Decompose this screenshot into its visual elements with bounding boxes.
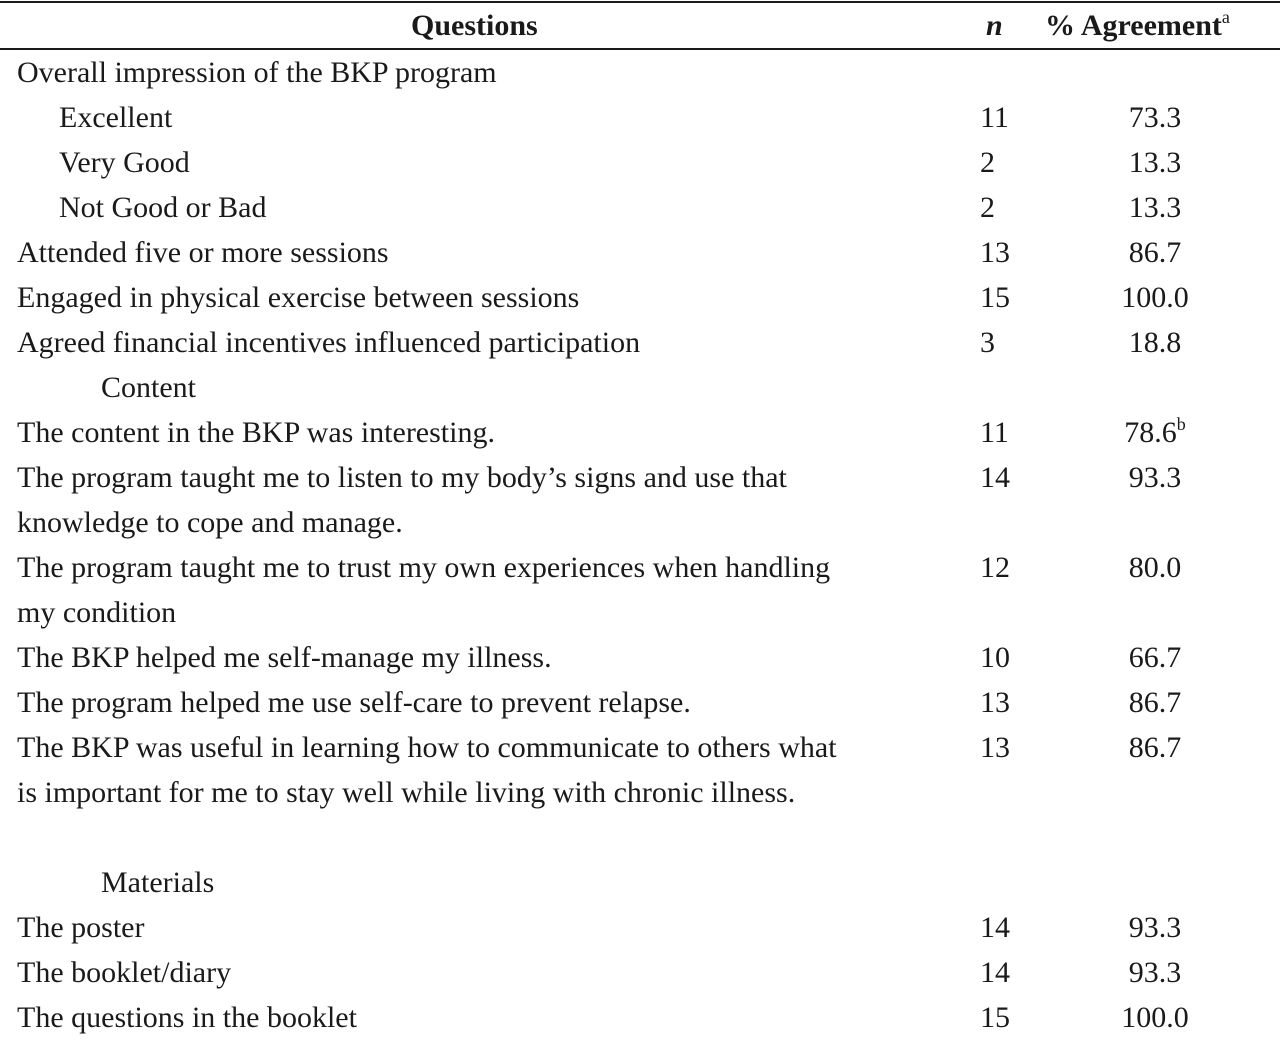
question-line: my condition [17, 596, 177, 629]
n-cell: 3 [980, 326, 995, 359]
agreement-value: 18.8 [1128, 326, 1182, 359]
table-row [0, 275, 1280, 320]
question-line: The booklet/diary [17, 956, 232, 989]
agreement-value: 86.7 [1128, 236, 1182, 269]
question-line: The program taught me to trust my own experiences when handling [17, 551, 831, 584]
header-agreement-footnote: a [1221, 7, 1230, 27]
agreement-value: 80.0 [1128, 551, 1182, 584]
header-agreement-label: % Agreement [1045, 9, 1222, 42]
question-cell [59, 185, 994, 230]
question-cell [59, 140, 994, 185]
table-row [0, 905, 1280, 950]
question-cell [17, 410, 952, 455]
table-row [0, 140, 1280, 185]
question-cell [101, 365, 1036, 410]
agreement-cell [1080, 950, 1230, 995]
question-line: The program taught me to listen to my body’s signs and use that [17, 461, 787, 494]
question-line: is important for me to stay well while living with chronic illness. [17, 776, 796, 809]
question-line: Excellent [59, 101, 173, 134]
table-header-row [0, 3, 1280, 48]
agreement-value: 86.7 [1128, 731, 1182, 764]
question-cell [17, 275, 952, 320]
n-cell: 15 [980, 1001, 1010, 1034]
table-row [0, 635, 1280, 680]
agreement-cell [1080, 410, 1230, 455]
question-line: knowledge to cope and manage. [17, 506, 403, 539]
question-cell [101, 860, 1036, 905]
agreement-cell [1080, 455, 1230, 500]
table-row [0, 995, 1280, 1040]
agreement-cell [1080, 95, 1230, 140]
question-line: Agreed financial incentives influenced participation [17, 326, 641, 359]
n-cell: 13 [980, 236, 1010, 269]
question-line: The BKP helped me self-manage my illness. [17, 641, 552, 674]
n-cell: 13 [980, 686, 1010, 719]
question-cell [17, 905, 952, 950]
question-line: Overall impression of the BKP program [17, 56, 497, 89]
n-cell: 11 [980, 416, 1009, 449]
table-row [0, 50, 1280, 95]
question-cell [17, 995, 952, 1040]
agreement-cell [1080, 140, 1230, 185]
table-row [0, 725, 1280, 860]
table-row [0, 230, 1280, 275]
table-row [0, 545, 1280, 635]
agreement-cell [1080, 680, 1230, 725]
agreement-footnote: b [1176, 414, 1186, 434]
agreement-cell [1080, 320, 1230, 365]
table-row [0, 410, 1280, 455]
agreement-cell [1080, 230, 1230, 275]
table-body [0, 50, 1280, 1040]
agreement-cell [1080, 275, 1230, 320]
question-cell [17, 320, 952, 365]
question-line: The poster [17, 911, 145, 944]
n-cell: 14 [980, 911, 1010, 944]
question-cell [17, 635, 952, 680]
table-row [0, 455, 1280, 545]
table-row [0, 185, 1280, 230]
agreement-cell [1080, 185, 1230, 230]
question-line [17, 815, 952, 860]
question-line: Materials [101, 866, 215, 899]
agreement-value: 93.3 [1128, 461, 1182, 494]
agreement-cell [1080, 995, 1230, 1040]
n-cell: 10 [980, 641, 1010, 674]
table-row [0, 95, 1280, 140]
agreement-value: 93.3 [1128, 911, 1182, 944]
agreement-value: 78.6 [1124, 416, 1177, 449]
question-cell [17, 950, 952, 995]
agreement-cell [1080, 905, 1230, 950]
table-row [0, 950, 1280, 995]
agreement-value: 93.3 [1128, 956, 1182, 989]
n-cell: 14 [980, 956, 1010, 989]
question-line: Attended five or more sessions [17, 236, 389, 269]
question-cell [17, 545, 952, 635]
question-line: The questions in the booklet [17, 1001, 357, 1034]
question-line: Very Good [59, 146, 190, 179]
agreement-value: 13.3 [1128, 191, 1182, 224]
agreement-value: 86.7 [1128, 686, 1182, 719]
agreement-value: 100.0 [1121, 281, 1189, 314]
agreement-value: 13.3 [1128, 146, 1182, 179]
header-agreement [1045, 3, 1230, 48]
n-cell: 11 [980, 101, 1009, 134]
question-line: The content in the BKP was interesting. [17, 416, 495, 449]
question-line: Engaged in physical exercise between sessions [17, 281, 580, 314]
table-row [0, 320, 1280, 365]
agreement-cell [1080, 545, 1230, 590]
agreement-value: 66.7 [1128, 641, 1182, 674]
question-line: Content [101, 371, 196, 404]
header-questions: Questions [411, 9, 538, 42]
table-row [0, 365, 1280, 410]
n-cell: 14 [980, 461, 1010, 494]
agreement-cell [1080, 635, 1230, 680]
agreement-value: 73.3 [1128, 101, 1182, 134]
question-line: The program helped me use self-care to prevent relapse. [17, 686, 691, 719]
question-cell [17, 230, 952, 275]
agreement-value: 100.0 [1121, 1001, 1189, 1034]
header-n: n [986, 9, 1003, 42]
question-cell [17, 50, 952, 95]
question-cell [59, 95, 994, 140]
n-cell: 2 [980, 146, 995, 179]
question-line: The BKP was useful in learning how to communicate to others what [17, 731, 837, 764]
n-cell: 2 [980, 191, 995, 224]
table-row [0, 860, 1280, 905]
agreement-cell [1080, 725, 1230, 770]
question-cell [17, 725, 952, 860]
question-line: Not Good or Bad [59, 191, 267, 224]
table-row [0, 680, 1280, 725]
n-cell: 12 [980, 551, 1010, 584]
question-cell [17, 455, 952, 545]
question-cell [17, 680, 952, 725]
n-cell: 15 [980, 281, 1010, 314]
n-cell: 13 [980, 731, 1010, 764]
